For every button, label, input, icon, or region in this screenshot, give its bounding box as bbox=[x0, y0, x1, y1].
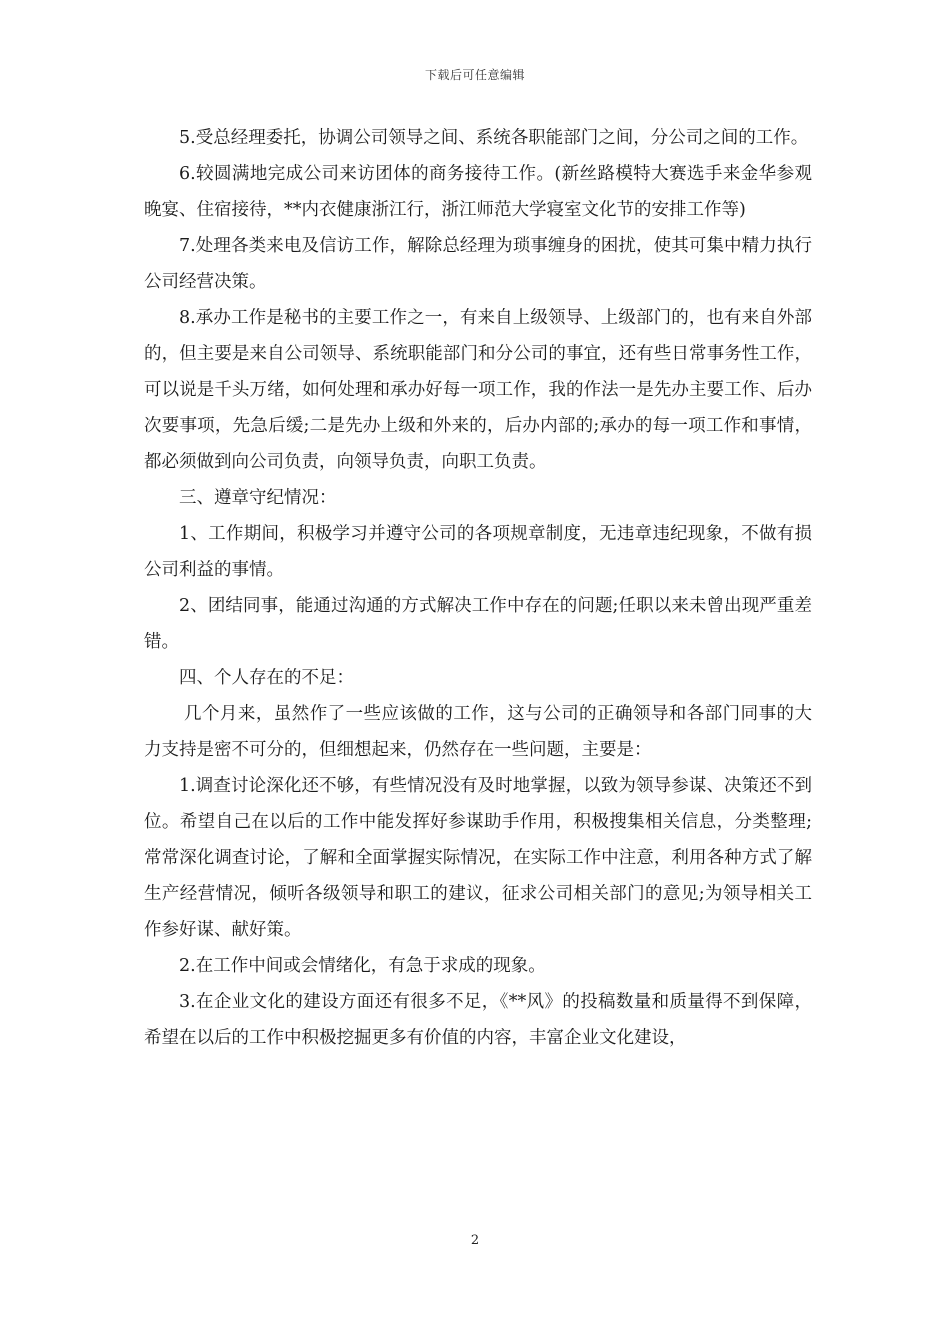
page-number: 2 bbox=[470, 1233, 480, 1248]
section-heading-discipline: 三、遵章守纪情况： bbox=[179, 488, 337, 508]
paragraph-discipline-1: 1、工作期间，积极学习并遵守公司的各项规章制度，无违章违纪现象，不做有损公司利益的事情。 bbox=[144, 524, 812, 580]
paragraph-item-7: 7.处理各类来电及信访工作，解除总经理为琐事缠身的困扰，使其可集中精力执行公司经营决策。 bbox=[144, 236, 812, 292]
paragraph-discipline-2: 2、团结同事，能通过沟通的方式解决工作中存在的问题;任职以来未曾出现严重差错。 bbox=[144, 596, 812, 652]
paragraph-item-8: 8.承办工作是秘书的主要工作之一，有来自上级领导、上级部门的，也有来自外部的，但主要是来自公司领导、系统职能部门和分公司的事宜，还有些日常事务性工作，可以说是千头万绪，如何处理和承办好每一项工作，我的作法一是先办主要工作、后办次要事项，先急后缓;二是先办上级和外来的，后办内部的;承办的每一项工作和事情，都必须做到向公司负责，向领导负责，向职工负责。 bbox=[144, 308, 812, 472]
paragraph-shortcoming-3: 3.在企业文化的建设方面还有很多不足，《**风》的投稿数量和质量得不到保障，希望在以后的工作中积极挖掘更多有价值的内容，丰富企业文化建设， bbox=[144, 992, 812, 1048]
section-heading-shortcomings: 四、个人存在的不足： bbox=[179, 668, 354, 688]
paragraph-item-6: 6.较圆满地完成公司来访团体的商务接待工作。(新丝路模特大赛选手来金华参观晚宴、住宿接待，**内衣健康浙江行，浙江师范大学寝室文化节的安排工作等) bbox=[144, 164, 812, 220]
page-header: 下载后可任意编辑 bbox=[424, 68, 525, 82]
paragraph-item-5: 5.受总经理委托，协调公司领导之间、系统各职能部门之间，分公司之间的工作。 bbox=[179, 128, 809, 148]
paragraph-shortcoming-1: 1.调查讨论深化还不够，有些情况没有及时地掌握，以致为领导参谋、决策还不到位。希望自己在以后的工作中能发挥好参谋助手作用，积极搜集相关信息，分类整理;常常深化调查讨论，了解和全面掌握实际情况，在实际工作中注意，利用各种方式了解生产经营情况，倾听各级领导和职工的建议，征求公司相关部门的意见;为领导相关工作参好谋、献好策。 bbox=[144, 776, 812, 940]
paragraph-shortcomings-intro: 几个月来，虽然作了一些应该做的工作，这与公司的正确领导和各部门同事的大力支持是密不可分的，但细想起来，仍然存在一些问题，主要是： bbox=[144, 704, 812, 760]
document-body bbox=[144, 120, 812, 1056]
paragraph-shortcoming-2: 2.在工作中间或会情绪化，有急于求成的现象。 bbox=[179, 956, 546, 976]
